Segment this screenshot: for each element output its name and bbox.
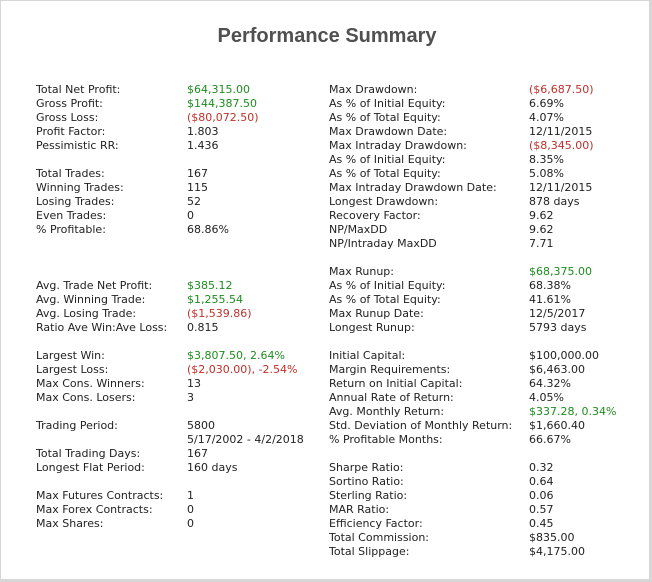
metric-label: Gross Loss:: [36, 111, 99, 124]
metric-value: 4.05%: [529, 391, 564, 404]
metric-value: 0.32: [529, 461, 554, 474]
metric-value: 5.08%: [529, 167, 564, 180]
metric-label: Margin Requirements:: [329, 363, 451, 376]
metric-label: Max Cons. Winners:: [36, 377, 145, 390]
metric-value: 9.62: [529, 209, 554, 222]
metric-value: 1.436: [187, 139, 219, 152]
metric-label: MAR Ratio:: [329, 503, 390, 516]
metric-label: As % of Initial Equity:: [329, 279, 446, 292]
metric-value: $3,807.50, 2.64%: [187, 349, 285, 362]
metric-label: Efficiency Factor:: [329, 517, 423, 530]
metric-value: 5793 days: [529, 321, 587, 334]
metric-value: $835.00: [529, 531, 575, 544]
metric-value: 68.86%: [187, 223, 229, 236]
metric-value: 0: [187, 209, 194, 222]
metric-label: Max Drawdown:: [329, 83, 418, 96]
metric-value: 8.35%: [529, 153, 564, 166]
metric-value: 0.815: [187, 321, 219, 334]
metric-label: NP/Intraday MaxDD: [329, 237, 437, 250]
metric-label: Avg. Winning Trade:: [36, 293, 146, 306]
metric-value: 1.803: [187, 125, 219, 138]
metric-label: Largest Win:: [36, 349, 105, 362]
metric-label: As % of Initial Equity:: [329, 153, 446, 166]
metric-value: 7.71: [529, 237, 554, 250]
metric-label: Pessimistic RR:: [36, 139, 119, 152]
metric-value: 0.57: [529, 503, 554, 516]
metric-value: 1: [187, 489, 194, 502]
metric-label: Max Cons. Losers:: [36, 391, 136, 404]
metric-label: Max Runup:: [329, 265, 394, 278]
metric-label: Std. Deviation of Monthly Return:: [329, 419, 513, 432]
metric-value: $64,315.00: [187, 83, 250, 96]
metric-label: Total Trades:: [36, 167, 105, 180]
metric-label: Max Intraday Drawdown:: [329, 139, 467, 152]
metric-value: 6.69%: [529, 97, 564, 110]
metric-label: Initial Capital:: [329, 349, 406, 362]
metric-label: Annual Rate of Return:: [329, 391, 454, 404]
metric-value: 160 days: [187, 461, 238, 474]
metric-value: 3: [187, 391, 194, 404]
metric-label: Max Forex Contracts:: [36, 503, 153, 516]
metric-value: $68,375.00: [529, 265, 592, 278]
metric-label: As % of Total Equity:: [329, 293, 441, 306]
metric-label: Max Intraday Drawdown Date:: [329, 181, 497, 194]
metric-value: $337.28, 0.34%: [529, 405, 617, 418]
metric-value: 9.62: [529, 223, 554, 236]
metric-value: 878 days: [529, 195, 580, 208]
metric-label: % Profitable Months:: [329, 433, 443, 446]
metric-value: 5800: [187, 419, 215, 432]
metric-value: $100,000.00: [529, 349, 599, 362]
metric-value: 0: [187, 517, 194, 530]
metric-value: 12/5/2017: [529, 307, 586, 320]
metric-value: 167: [187, 447, 208, 460]
metric-label: Largest Loss:: [36, 363, 109, 376]
metric-value: 115: [187, 181, 208, 194]
metric-value: ($80,072.50): [187, 111, 259, 124]
metric-value: $385.12: [187, 279, 233, 292]
metric-value: 13: [187, 377, 201, 390]
metric-label: Total Net Profit:: [36, 83, 121, 96]
metric-label: Avg. Losing Trade:: [36, 307, 137, 320]
metric-value: ($8,345.00): [529, 139, 594, 152]
metric-label: Sterling Ratio:: [329, 489, 408, 502]
metric-label: Total Slippage:: [329, 545, 410, 558]
metric-label: As % of Initial Equity:: [329, 97, 446, 110]
metric-label: Max Futures Contracts:: [36, 489, 164, 502]
metric-value: 0.45: [529, 517, 554, 530]
metric-label: Losing Trades:: [36, 195, 115, 208]
metric-value: 167: [187, 167, 208, 180]
metric-value: 64.32%: [529, 377, 571, 390]
metric-label: Longest Drawdown:: [329, 195, 439, 208]
metric-label: Trading Period:: [36, 419, 118, 432]
metric-label: Recovery Factor:: [329, 209, 421, 222]
metric-value: 52: [187, 195, 201, 208]
metric-value: ($2,030.00), -2.54%: [187, 363, 298, 376]
metric-label: Profit Factor:: [36, 125, 106, 138]
metric-value: $144,387.50: [187, 97, 257, 110]
metric-value: $6,463.00: [529, 363, 585, 376]
metric-label: As % of Total Equity:: [329, 167, 441, 180]
metric-value: ($6,687.50): [529, 83, 594, 96]
metric-label: % Profitable:: [36, 223, 106, 236]
metric-value: 0.06: [529, 489, 554, 502]
metric-value: 12/11/2015: [529, 181, 593, 194]
metric-label: Total Trading Days:: [36, 447, 141, 460]
metric-value: $1,255.54: [187, 293, 243, 306]
metric-value: 12/11/2015: [529, 125, 593, 138]
metric-value: $4,175.00: [529, 545, 585, 558]
metric-value: 4.07%: [529, 111, 564, 124]
metric-value: $1,660.40: [529, 419, 585, 432]
metric-value: 5/17/2002 - 4/2/2018: [187, 433, 304, 446]
metric-label: Gross Profit:: [36, 97, 103, 110]
metric-label: As % of Total Equity:: [329, 111, 441, 124]
metric-value: 0.64: [529, 475, 554, 488]
metric-value: 41.61%: [529, 293, 571, 306]
metric-label: Max Runup Date:: [329, 307, 424, 320]
metric-label: Return on Initial Capital:: [329, 377, 463, 390]
metric-label: Even Trades:: [36, 209, 107, 222]
metric-label: Longest Runup:: [329, 321, 415, 334]
metric-label: Sharpe Ratio:: [329, 461, 404, 474]
metric-label: Sortino Ratio:: [329, 475, 404, 488]
metric-label: Total Commission:: [329, 531, 430, 544]
metric-label: NP/MaxDD: [329, 223, 388, 236]
metric-value: 0: [187, 503, 194, 516]
metric-value: 68.38%: [529, 279, 571, 292]
metric-label: Ratio Ave Win:Ave Loss:: [36, 321, 168, 334]
page-title: Performance Summary: [217, 25, 437, 47]
metric-label: Avg. Trade Net Profit:: [36, 279, 153, 292]
metric-label: Max Shares:: [36, 517, 104, 530]
metric-label: Avg. Monthly Return:: [329, 405, 445, 418]
metric-label: Longest Flat Period:: [36, 461, 145, 474]
metric-value: 66.67%: [529, 433, 571, 446]
metric-value: ($1,539.86): [187, 307, 252, 320]
metric-label: Max Drawdown Date:: [329, 125, 448, 138]
metric-label: Winning Trades:: [36, 181, 124, 194]
